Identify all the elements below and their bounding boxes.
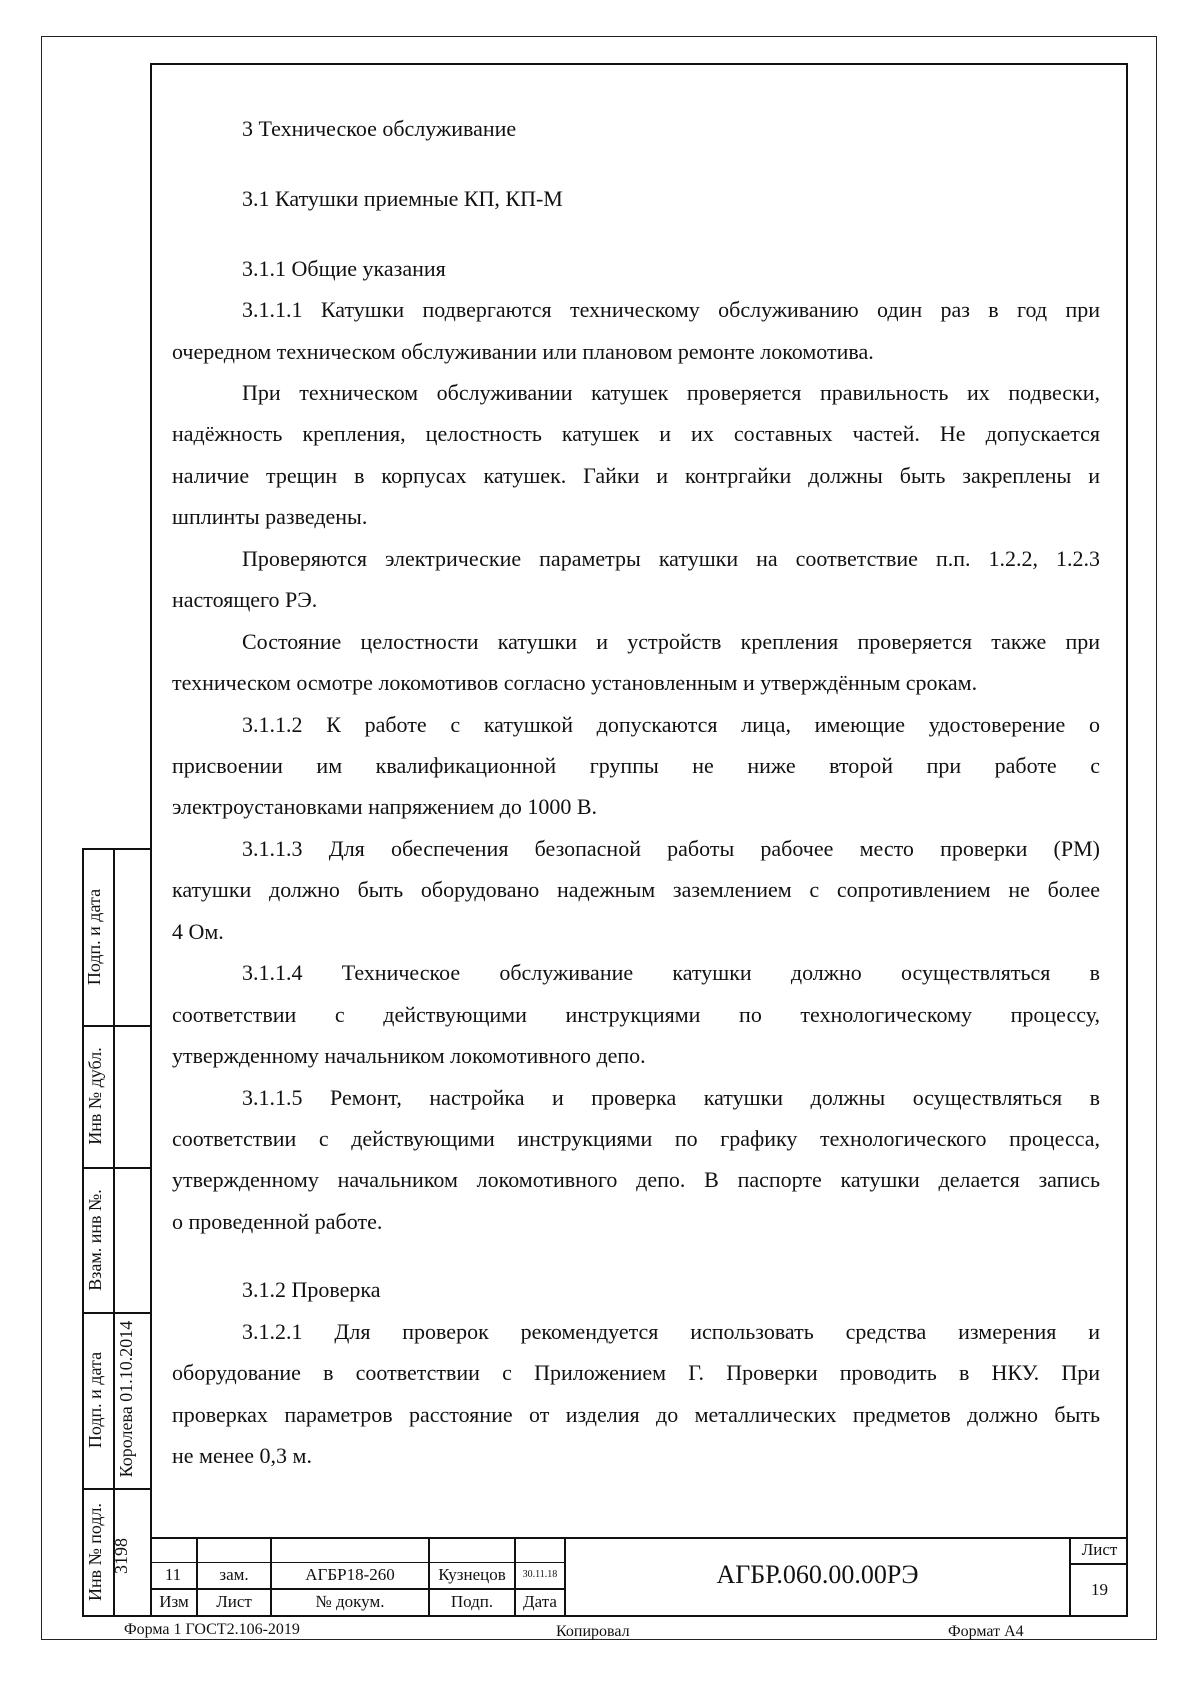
izm-label: Изм xyxy=(159,1592,189,1611)
dokum-label: № докум. xyxy=(315,1592,385,1611)
footer-copied: Копировал xyxy=(556,1623,630,1640)
paragraph-line: Проверяются электрические параметры катушки на соответствие п.п. 1.2.2, 1.2.3 xyxy=(242,546,1100,571)
paragraph-line: электроустановками напряжением до 1000 В. xyxy=(172,794,598,819)
sheet-number: 19 xyxy=(1091,1580,1108,1599)
paragraph-line: о проведенной работе. xyxy=(172,1209,383,1234)
inv-podl-label: Инв № подл. xyxy=(85,1502,105,1602)
paragraph-line: Состояние целостности катушки и устройств крепления проверяется также при xyxy=(242,629,1100,654)
paragraph-line: не менее 0,3 м. xyxy=(172,1443,312,1468)
footer-format: Формат А4 xyxy=(948,1623,1024,1640)
paragraph-line: При техническом обслуживании катушек проверяется правильность их подвески, xyxy=(242,380,1100,405)
paragraph-line: очередном техническом обслуживании или плановом ремонте локомотива. xyxy=(172,339,874,364)
paragraph-line: оборудование в соответствии с Приложением Г. Проверки проводить в НКУ. При xyxy=(172,1360,1100,1385)
footer-form: Форма 1 ГОСТ2.106-2019 xyxy=(124,1621,300,1638)
sheet-label: Лист xyxy=(1081,1540,1118,1559)
paragraph-line: катушки должно быть оборудовано надежным заземлением с сопротивлением не более xyxy=(172,877,1100,902)
podp-value-stamp: Кузнецов xyxy=(438,1565,506,1584)
dokum-value: АГБР18-260 xyxy=(305,1565,395,1584)
paragraph-line: 3.1.1.1 Катушки подвергаются техническому обслуживанию один раз в год при xyxy=(242,297,1100,322)
date-value: 30.11.18 xyxy=(522,1569,558,1580)
podp-data-label-bottom: Подп. и дата xyxy=(85,1351,105,1449)
paragraph-line: проверках параметров расстояние от изделия до металлических предметов должно быть xyxy=(172,1402,1100,1427)
paragraph-line: утвержденному начальником локомотивного депо. xyxy=(172,1043,646,1068)
document-designation: АГБР.060.00.00РЭ xyxy=(716,1560,919,1589)
paragraph-line: шплинты разведены. xyxy=(172,504,368,529)
paragraph-line: наличие трещин в корпусах катушек. Гайки и контргайки должны быть закреплены и xyxy=(172,463,1100,488)
podp-label: Подп. xyxy=(450,1592,494,1611)
list-label: Лист xyxy=(216,1592,252,1611)
paragraph-line: 3.1.2.1 Для проверок рекомендуется использовать средства измерения и xyxy=(242,1319,1100,1344)
paragraph-line: техническом осмотре локомотивов согласно установленным и утверждённым срокам. xyxy=(172,670,978,695)
paragraph-line: утвержденному начальником локомотивного депо. В паспорте катушки делается запись xyxy=(172,1167,1100,1192)
check-heading: 3.1.2 Проверка xyxy=(242,1277,381,1302)
paragraph-line: 3.1.1.4 Техническое обслуживание катушки должно осуществляться в xyxy=(242,960,1100,985)
podp-value: Королева 01.10.2014 xyxy=(116,1320,136,1478)
date-label: Дата xyxy=(523,1592,557,1611)
section-heading: 3 Техническое обслуживание xyxy=(242,116,517,141)
paragraph-line: 3.1.1.3 Для обеспечения безопасной работы рабочее место проверки (РМ) xyxy=(242,836,1100,861)
general-heading: 3.1.1 Общие указания xyxy=(242,256,446,281)
izm-value: 11 xyxy=(164,1565,182,1584)
paragraph-line: 4 Ом. xyxy=(172,919,224,944)
paragraph-line: соответствии с действующими инструкциями по графику технологического процесса, xyxy=(172,1126,1100,1151)
vzam-inv-label: Взам. инв №. xyxy=(85,1189,105,1291)
inv-dubl-label: Инв № дубл. xyxy=(85,1047,105,1145)
paragraph-line: настоящего РЭ. xyxy=(172,587,318,612)
paragraph-line: соответствии с действующими инструкциями по технологическому процессу, xyxy=(172,1002,1100,1027)
paragraph-line: 3.1.1.5 Ремонт, настройка и проверка катушки должны осуществляться в xyxy=(242,1085,1100,1110)
list-value: зам. xyxy=(219,1565,249,1584)
inv-podl-value: 3198 xyxy=(111,1538,131,1574)
paragraph-line: 3.1.1.2 К работе с катушкой допускаются лица, имеющие удостоверение о xyxy=(242,712,1100,737)
podp-data-label-top: Подп. и дата xyxy=(84,888,104,986)
paragraph-line: надёжность крепления, целостность катушек и их составных частей. Не допускается xyxy=(172,421,1100,446)
subsection-heading: 3.1 Катушки приемные КП, КП-М xyxy=(242,186,563,211)
paragraph-line: присвоении им квалификационной группы не ниже второй при работе с xyxy=(172,753,1100,778)
